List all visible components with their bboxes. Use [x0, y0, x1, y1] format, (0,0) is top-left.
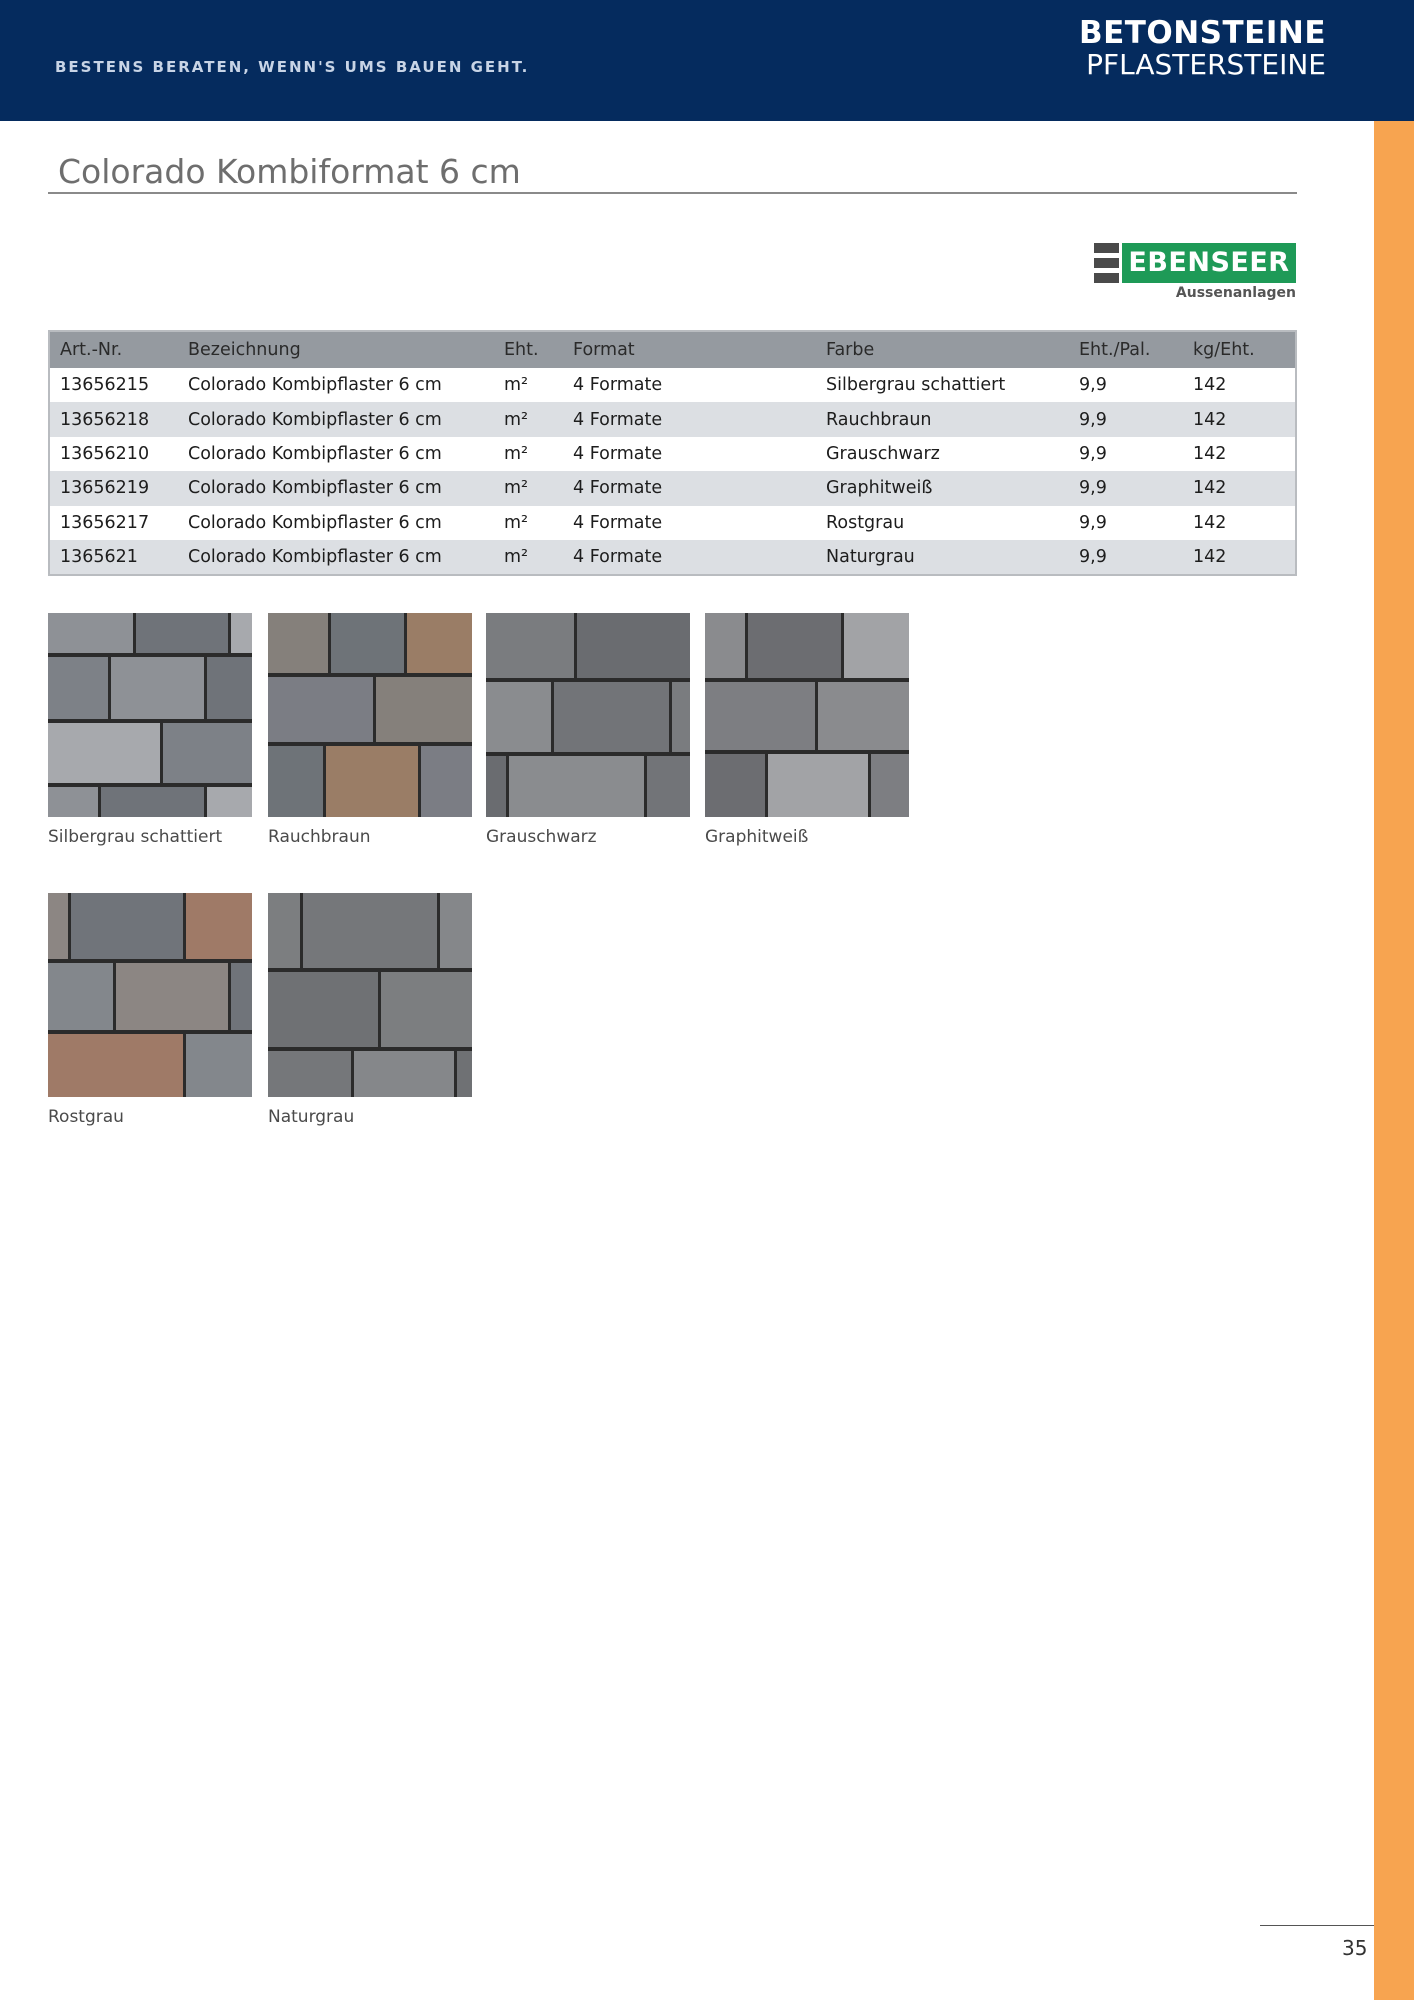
- paver-stone: [48, 963, 113, 1030]
- swatch-graphitweiss: [705, 613, 909, 847]
- paver-stone: [303, 893, 437, 968]
- paver-stone: [486, 613, 574, 678]
- cell-article-number: 13656218: [50, 402, 178, 436]
- cell-kg-per-unit: 142: [1183, 540, 1295, 574]
- paver-stone: [647, 756, 690, 817]
- logo-bars-icon: [1094, 243, 1119, 283]
- header-slogan: BESTENS BERATEN, WENN'S UMS BAUEN GEHT.: [55, 58, 530, 76]
- cell-designation: Colorado Kombipflaster 6 cm: [178, 540, 494, 574]
- paver-stone: [376, 677, 472, 742]
- subcategory-title: PFLASTERSTEINE: [1086, 48, 1326, 81]
- cell-unit: m²: [494, 437, 563, 471]
- swatch-label: Rauchbraun: [268, 827, 371, 847]
- paver-stone: [748, 613, 841, 678]
- cell-units-per-pallet: 9,9: [1069, 437, 1183, 471]
- paver-swatch-image: [48, 893, 252, 1097]
- paver-swatch-image: [486, 613, 690, 817]
- swatch-label: Naturgrau: [268, 1107, 355, 1127]
- paver-stone: [48, 1034, 183, 1097]
- paver-stone: [486, 756, 506, 817]
- swatch-grauschwarz: [486, 613, 690, 847]
- paver-swatch-image: [48, 613, 252, 817]
- paver-stone: [231, 613, 252, 653]
- cell-format: 4 Formate: [563, 402, 816, 436]
- paver-stone: [116, 963, 228, 1030]
- paver-stone: [509, 756, 644, 817]
- column-header: kg/Eht.: [1183, 332, 1295, 368]
- logo-brand: EBENSEER: [1122, 243, 1296, 283]
- swatch-rostgrau: [48, 893, 252, 1127]
- paver-stone: [48, 787, 98, 817]
- cell-designation: Colorado Kombipflaster 6 cm: [178, 471, 494, 505]
- cell-article-number: 13656210: [50, 437, 178, 471]
- ebenseer-logo: [1094, 243, 1296, 303]
- paver-stone: [207, 787, 252, 817]
- paver-stone: [268, 972, 378, 1047]
- paver-stone: [705, 682, 815, 750]
- swatch-silbergrau-schattiert: [48, 613, 252, 847]
- column-header: Art.-Nr.: [50, 332, 178, 368]
- paver-stone: [268, 1051, 351, 1097]
- cell-kg-per-unit: 142: [1183, 471, 1295, 505]
- cell-kg-per-unit: 142: [1183, 368, 1295, 402]
- cell-unit: m²: [494, 540, 563, 574]
- cell-color: Silbergrau schattiert: [816, 368, 1069, 402]
- footer-divider: [1260, 1925, 1374, 1926]
- paver-stone: [163, 723, 252, 783]
- cell-color: Graphitweiß: [816, 471, 1069, 505]
- category-title: BETONSTEINE: [1078, 15, 1326, 51]
- paver-swatch-image: [705, 613, 909, 817]
- table-row: [50, 506, 1295, 540]
- cell-units-per-pallet: 9,9: [1069, 506, 1183, 540]
- cell-color: Rauchbraun: [816, 402, 1069, 436]
- paver-stone: [326, 746, 418, 817]
- cell-format: 4 Formate: [563, 471, 816, 505]
- swatch-label: Silbergrau schattiert: [48, 827, 223, 847]
- cell-kg-per-unit: 142: [1183, 437, 1295, 471]
- paver-stone: [268, 613, 328, 673]
- paver-stone: [268, 893, 300, 968]
- swatch-naturgrau: [268, 893, 472, 1127]
- paver-stone: [705, 754, 765, 817]
- page-header: [0, 0, 1414, 121]
- paver-stone: [186, 1034, 252, 1097]
- paver-stone: [421, 746, 472, 817]
- cell-kg-per-unit: 142: [1183, 506, 1295, 540]
- paver-stone: [331, 613, 404, 673]
- paver-stone: [457, 1051, 472, 1097]
- table-row: [50, 402, 1295, 436]
- paver-stone: [354, 1051, 454, 1097]
- paver-stone: [111, 657, 204, 719]
- paver-swatch-image: [268, 613, 472, 817]
- paver-stone: [672, 682, 690, 752]
- cell-unit: m²: [494, 506, 563, 540]
- column-header: Eht.: [494, 332, 563, 368]
- category-heading: [1078, 15, 1326, 81]
- paver-stone: [407, 613, 472, 673]
- paver-stone: [486, 682, 551, 752]
- table-row: [50, 471, 1295, 505]
- accent-side-bar: [1374, 121, 1414, 2000]
- swatch-rauchbraun: [268, 613, 472, 847]
- cell-units-per-pallet: 9,9: [1069, 540, 1183, 574]
- cell-designation: Colorado Kombipflaster 6 cm: [178, 506, 494, 540]
- cell-designation: Colorado Kombipflaster 6 cm: [178, 402, 494, 436]
- paver-stone: [101, 787, 204, 817]
- paver-stone: [440, 893, 472, 968]
- cell-format: 4 Formate: [563, 506, 816, 540]
- paver-stone: [844, 613, 909, 678]
- product-table: [48, 330, 1297, 576]
- paver-swatch-image: [268, 893, 472, 1097]
- cell-units-per-pallet: 9,9: [1069, 471, 1183, 505]
- paver-stone: [207, 657, 252, 719]
- column-header: Farbe: [816, 332, 1069, 368]
- column-header: Bezeichnung: [178, 332, 494, 368]
- paver-stone: [768, 754, 868, 817]
- paver-stone: [268, 746, 323, 817]
- cell-designation: Colorado Kombipflaster 6 cm: [178, 368, 494, 402]
- paver-stone: [554, 682, 669, 752]
- cell-article-number: 1365621: [50, 540, 178, 574]
- paver-stone: [871, 754, 909, 817]
- cell-color: Naturgrau: [816, 540, 1069, 574]
- cell-article-number: 13656219: [50, 471, 178, 505]
- column-header: Format: [563, 332, 816, 368]
- cell-format: 4 Formate: [563, 540, 816, 574]
- paver-stone: [48, 723, 160, 783]
- swatch-label: Grauschwarz: [486, 827, 597, 847]
- cell-article-number: 13656217: [50, 506, 178, 540]
- cell-color: Rostgrau: [816, 506, 1069, 540]
- paver-stone: [381, 972, 472, 1047]
- cell-article-number: 13656215: [50, 368, 178, 402]
- column-header: Eht./Pal.: [1069, 332, 1183, 368]
- paver-stone: [48, 893, 68, 959]
- cell-color: Grauschwarz: [816, 437, 1069, 471]
- paver-stone: [577, 613, 690, 678]
- cell-units-per-pallet: 9,9: [1069, 368, 1183, 402]
- page-number: 35: [1342, 1936, 1368, 1960]
- logo-subtitle: Aussenanlagen: [1175, 285, 1296, 301]
- swatch-label: Graphitweiß: [705, 827, 809, 847]
- paver-stone: [705, 613, 745, 678]
- table-row: [50, 540, 1295, 574]
- table-row: [50, 437, 1295, 471]
- paver-stone: [136, 613, 228, 653]
- table-header-row: [50, 332, 1295, 368]
- cell-format: 4 Formate: [563, 368, 816, 402]
- cell-format: 4 Formate: [563, 437, 816, 471]
- cell-units-per-pallet: 9,9: [1069, 402, 1183, 436]
- paver-stone: [48, 613, 133, 653]
- cell-designation: Colorado Kombipflaster 6 cm: [178, 437, 494, 471]
- paver-stone: [186, 893, 252, 959]
- paver-stone: [268, 677, 373, 742]
- cell-unit: m²: [494, 471, 563, 505]
- cell-kg-per-unit: 142: [1183, 402, 1295, 436]
- table-row: [50, 368, 1295, 402]
- paver-stone: [48, 657, 108, 719]
- paver-stone: [71, 893, 183, 959]
- paver-stone: [231, 963, 252, 1030]
- paver-stone: [818, 682, 909, 750]
- page-title: Colorado Kombiformat 6 cm: [58, 152, 521, 191]
- cell-unit: m²: [494, 402, 563, 436]
- cell-unit: m²: [494, 368, 563, 402]
- title-divider: [48, 192, 1297, 194]
- swatch-label: Rostgrau: [48, 1107, 124, 1127]
